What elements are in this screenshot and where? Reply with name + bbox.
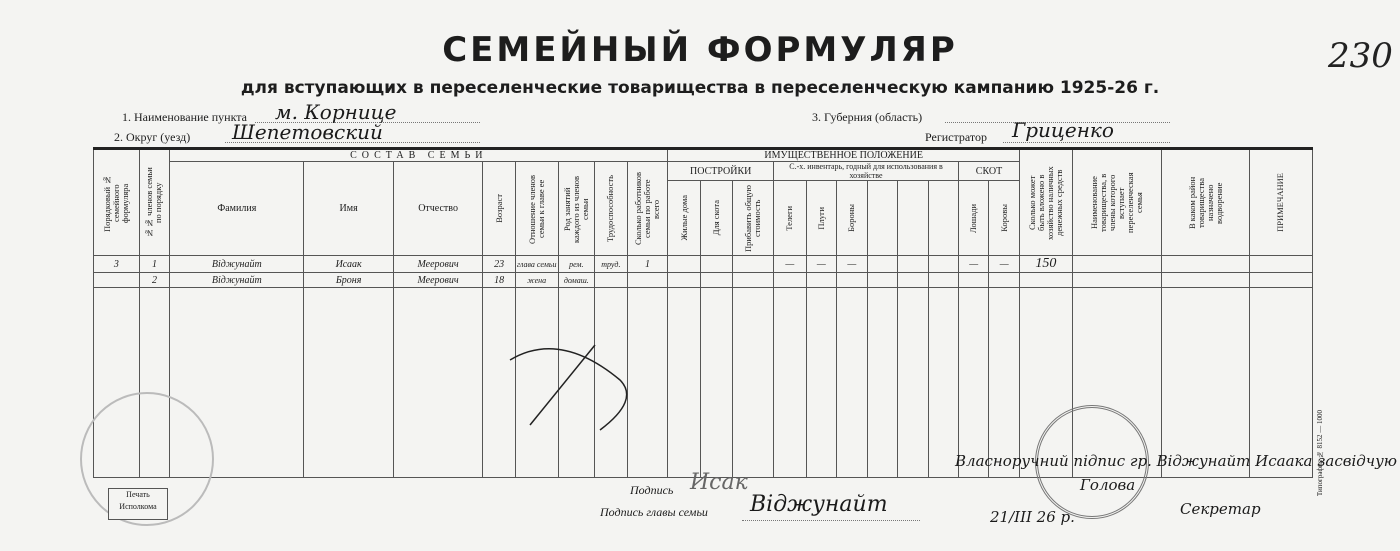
cross-out-mark <box>500 320 680 440</box>
cell-horses <box>958 273 988 288</box>
header-money-text: Сколько может быть вложено в хозяйство наличных денежных средств <box>1026 165 1064 240</box>
cell-relation: жена <box>515 273 558 288</box>
header-occupation <box>558 162 595 256</box>
header-patronymic: Отчество <box>393 162 482 256</box>
group-livestock: СКОТ <box>958 162 1019 181</box>
group-buildings: ПОСТРОЙКИ <box>668 162 774 181</box>
cell-notes <box>1249 273 1312 288</box>
header-name: Имя <box>304 162 393 256</box>
head-signature-underline <box>742 520 920 521</box>
cell-blank-3 <box>928 256 958 273</box>
cell-cows: — <box>989 256 1020 273</box>
signature-label: Подпись <box>630 483 674 497</box>
header-notes <box>1249 149 1312 256</box>
header-horses <box>958 181 988 256</box>
table-row <box>94 256 1313 273</box>
cell-ordinal: 3 <box>94 256 140 273</box>
page-number: 230 <box>1328 36 1393 76</box>
header-age <box>483 162 516 256</box>
registrar-value: Гриценко <box>1012 118 1114 142</box>
district-value: Шепетовский <box>232 120 383 144</box>
cell-extra <box>733 273 774 288</box>
cell-workers <box>627 273 668 288</box>
cell-harrows <box>837 273 867 288</box>
table-row <box>94 273 1313 288</box>
cell-relation: глава семьи <box>515 256 558 273</box>
cell-sheds <box>700 256 733 273</box>
header-harrows <box>837 181 867 256</box>
cell-occupation: рем. <box>558 256 595 273</box>
cell-harrows: — <box>837 256 867 273</box>
district-label: 2. Округ (уезд) <box>114 130 191 144</box>
cell-partnership <box>1072 256 1161 273</box>
cell-carts <box>774 273 807 288</box>
cell-blank-2 <box>898 256 928 273</box>
header-carts-text: Телеги <box>784 205 795 231</box>
cell-blank-2 <box>898 273 928 288</box>
header-occupation-text: Род занятий каждого из членов семьи <box>561 175 590 243</box>
cell-ploughs: — <box>806 256 836 273</box>
header-partnership-text: Наименование товарищества, в члены которого вступает переселенческая семья <box>1089 172 1145 233</box>
registrar-underline <box>1003 142 1170 143</box>
header-cows-text: Коровы <box>998 204 1009 232</box>
header-extra-text: Прибавить общую стоимость <box>743 184 763 252</box>
cell-blank-1 <box>867 273 897 288</box>
header-ability <box>595 162 628 256</box>
header-workers-text: Сколько работников семьи по работе всего <box>632 172 661 245</box>
cell-surname: Віджунайт <box>170 256 304 273</box>
stamp-box-line2: Исполкома <box>119 502 157 511</box>
cell-horses: — <box>958 256 988 273</box>
header-notes-text: ПРИМЕЧАНИЕ <box>1275 173 1286 232</box>
cell-blank-3 <box>928 273 958 288</box>
head-signature-value: Віджунайт <box>750 492 888 517</box>
cell-notes <box>1249 256 1312 273</box>
form-title: СЕМЕЙНЫЙ ФОРМУЛЯР <box>442 30 958 70</box>
group-property: ИМУЩЕСТВЕННОЕ ПОЛОЖЕНИЕ <box>668 149 1020 162</box>
cell-carts: — <box>774 256 807 273</box>
cell-ability: труд. <box>595 256 628 273</box>
group-family: СОСТАВ СЕМЬИ <box>170 149 668 162</box>
cell-occupation: домаш. <box>558 273 595 288</box>
certify-note-line3: 21/ІІІ 26 р. <box>990 508 1075 526</box>
header-blank-2 <box>898 181 928 256</box>
header-houses <box>668 181 701 256</box>
cell-surname: Віджунайт <box>170 273 304 288</box>
cell-blank-1 <box>867 256 897 273</box>
point-label: 1. Наименование пункта <box>122 110 247 124</box>
header-member-no <box>139 149 169 256</box>
header-ordinal-text: Порядковый № семейного формуляра <box>101 173 130 232</box>
header-cows <box>989 181 1020 256</box>
header-ability-text: Трудоспособность <box>605 174 616 242</box>
header-member-no-text: №№ членов семьи по порядку <box>144 167 164 238</box>
cell-name: Исаак <box>304 256 393 273</box>
cell-money <box>1020 273 1073 288</box>
cell-name: Броня <box>304 273 393 288</box>
header-age-text: Возраст <box>493 194 504 223</box>
cell-cows <box>989 273 1020 288</box>
header-region-text: В каком район товарищества назначено водворение <box>1186 176 1224 229</box>
province-label: 3. Губерния (область) <box>812 110 923 124</box>
certify-note-line2: Голова <box>1080 476 1136 494</box>
point-value: м. Корнице <box>275 100 397 124</box>
cell-ability <box>595 273 628 288</box>
cell-workers: 1 <box>627 256 668 273</box>
cell-money: 150 <box>1020 256 1073 273</box>
header-relation <box>515 162 558 256</box>
header-blank-1 <box>867 181 897 256</box>
header-sheds <box>700 181 733 256</box>
header-blank-3 <box>928 181 958 256</box>
cell-houses <box>668 256 701 273</box>
header-region <box>1162 149 1249 256</box>
printer-mark: Типография № 8152 — 1000 <box>1316 410 1324 497</box>
header-money <box>1020 149 1073 256</box>
cell-ploughs <box>806 273 836 288</box>
header-carts <box>774 181 807 256</box>
certify-note-line4: Секретар <box>1180 500 1261 518</box>
header-partnership <box>1072 149 1161 256</box>
cell-houses <box>668 273 701 288</box>
signature-value: Исак <box>690 470 748 495</box>
group-inventory: С.-х. инвентарь, годный для использования в хозяйстве <box>774 162 959 181</box>
cell-region <box>1162 273 1249 288</box>
cell-member: 1 <box>139 256 169 273</box>
header-ordinal <box>94 149 140 256</box>
header-ploughs-text: Плуги <box>815 206 826 230</box>
stamp-box <box>108 488 168 520</box>
header-extra <box>733 181 774 256</box>
header-harrows-text: Бороны <box>846 204 857 232</box>
cell-extra <box>733 256 774 273</box>
header-relation-text: Отношение членов семьи к главе ее <box>526 173 546 244</box>
cell-partnership <box>1072 273 1161 288</box>
header-houses-text: Жилые дома <box>678 195 689 241</box>
header-sheds-text: Для скота <box>711 200 722 236</box>
cell-age: 18 <box>483 273 516 288</box>
stamp-box-line1: Печать <box>126 490 150 499</box>
cell-member: 2 <box>139 273 169 288</box>
cell-age: 23 <box>483 256 516 273</box>
cell-patronymic: Меерович <box>393 256 482 273</box>
form-subtitle: для вступающих в переселенческие товарищества в переселенческую кампанию 1925-26 г. <box>240 78 1160 98</box>
cell-region <box>1162 256 1249 273</box>
head-signature-label: Подпись главы семьи <box>600 505 708 519</box>
cell-patronymic: Меерович <box>393 273 482 288</box>
header-surname: Фамилия <box>170 162 304 256</box>
certify-note-line1: Власноручний підпис гр. Віджунайт Исаака засвідчую <box>955 452 1397 470</box>
header-horses-text: Лошади <box>968 203 979 233</box>
cell-sheds <box>700 273 733 288</box>
cell-ordinal <box>94 273 140 288</box>
header-ploughs <box>806 181 836 256</box>
header-workers <box>627 162 668 256</box>
registrar-label: Регистратор <box>925 130 988 144</box>
